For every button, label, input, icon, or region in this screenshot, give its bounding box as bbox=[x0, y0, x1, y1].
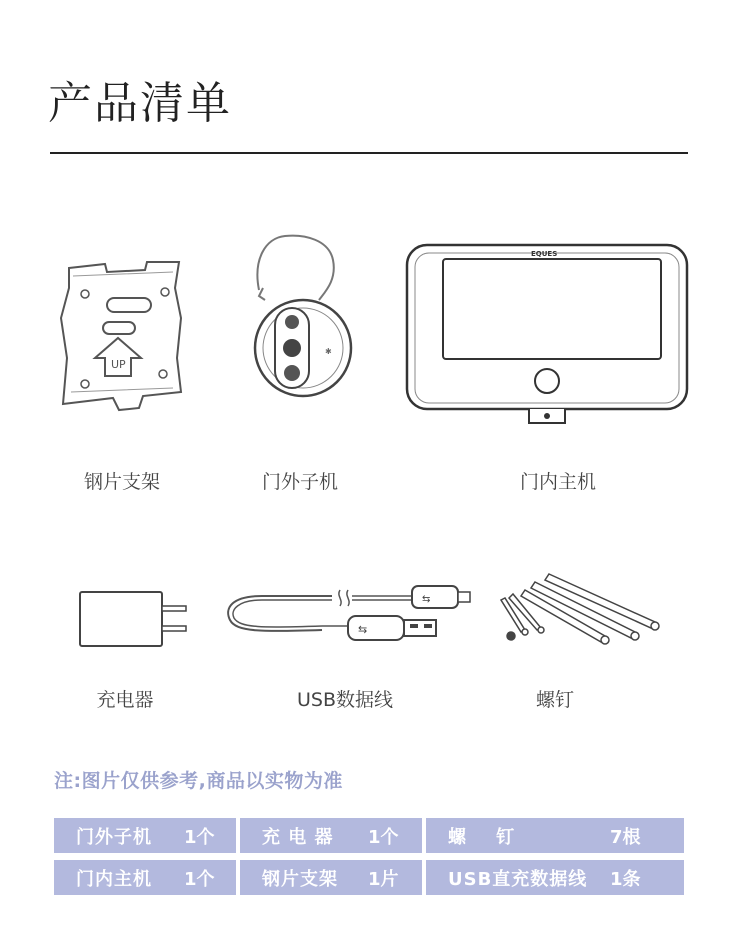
usb-cable-image bbox=[222, 578, 482, 653]
page-title: 产品清单 bbox=[48, 78, 232, 129]
svg-text:⇆: ⇆ bbox=[422, 594, 431, 605]
indoor-monitor-image bbox=[403, 241, 693, 431]
item-label-outdoor-unit: 门外子机 bbox=[261, 471, 338, 493]
table-item-name: 钢片支架 bbox=[262, 868, 338, 890]
item-label-steel-bracket: 钢片支架 bbox=[83, 471, 160, 493]
table-item-qty: 1个 bbox=[368, 826, 399, 848]
table-row2-cell2 bbox=[240, 860, 422, 895]
svg-text:⇆: ⇆ bbox=[358, 623, 368, 636]
outdoor-unit-image bbox=[245, 230, 355, 400]
charger-image bbox=[78, 590, 193, 650]
table-item-name: 螺 钉 bbox=[448, 826, 516, 848]
table-row1-cell1 bbox=[54, 818, 236, 853]
table-row1-cell2 bbox=[240, 818, 422, 853]
table-item-qty: 1条 bbox=[610, 868, 641, 890]
steel-bracket-image bbox=[55, 258, 195, 418]
table-row2-cell3 bbox=[426, 860, 684, 895]
item-label-screws: 螺钉 bbox=[535, 689, 574, 711]
item-label-indoor-monitor: 门内主机 bbox=[519, 471, 596, 493]
title-divider bbox=[50, 152, 688, 154]
disclaimer-note: 注:图片仅供参考,商品以实物为准 bbox=[54, 770, 343, 792]
item-label-charger: 充电器 bbox=[96, 689, 154, 711]
table-item-name: 充 电 器 bbox=[262, 826, 334, 848]
table-item-qty: 1个 bbox=[184, 826, 215, 848]
table-row2-cell1 bbox=[54, 860, 236, 895]
svg-text:✱: ✱ bbox=[325, 347, 332, 356]
table-item-name: 门外子机 bbox=[76, 826, 152, 848]
item-label-usb-cable: USB数据线 bbox=[296, 689, 393, 711]
svg-text:UP: UP bbox=[111, 358, 126, 371]
table-item-qty: 7根 bbox=[610, 826, 641, 848]
table-item-qty: 1片 bbox=[368, 868, 399, 890]
table-item-qty: 1个 bbox=[184, 868, 215, 890]
brand-logo: EQUES bbox=[531, 250, 558, 258]
table-item-name: USB直充数据线 bbox=[448, 868, 588, 890]
screws-image bbox=[495, 570, 665, 650]
table-item-name: 门内主机 bbox=[76, 868, 152, 890]
table-row1-cell3 bbox=[426, 818, 684, 853]
